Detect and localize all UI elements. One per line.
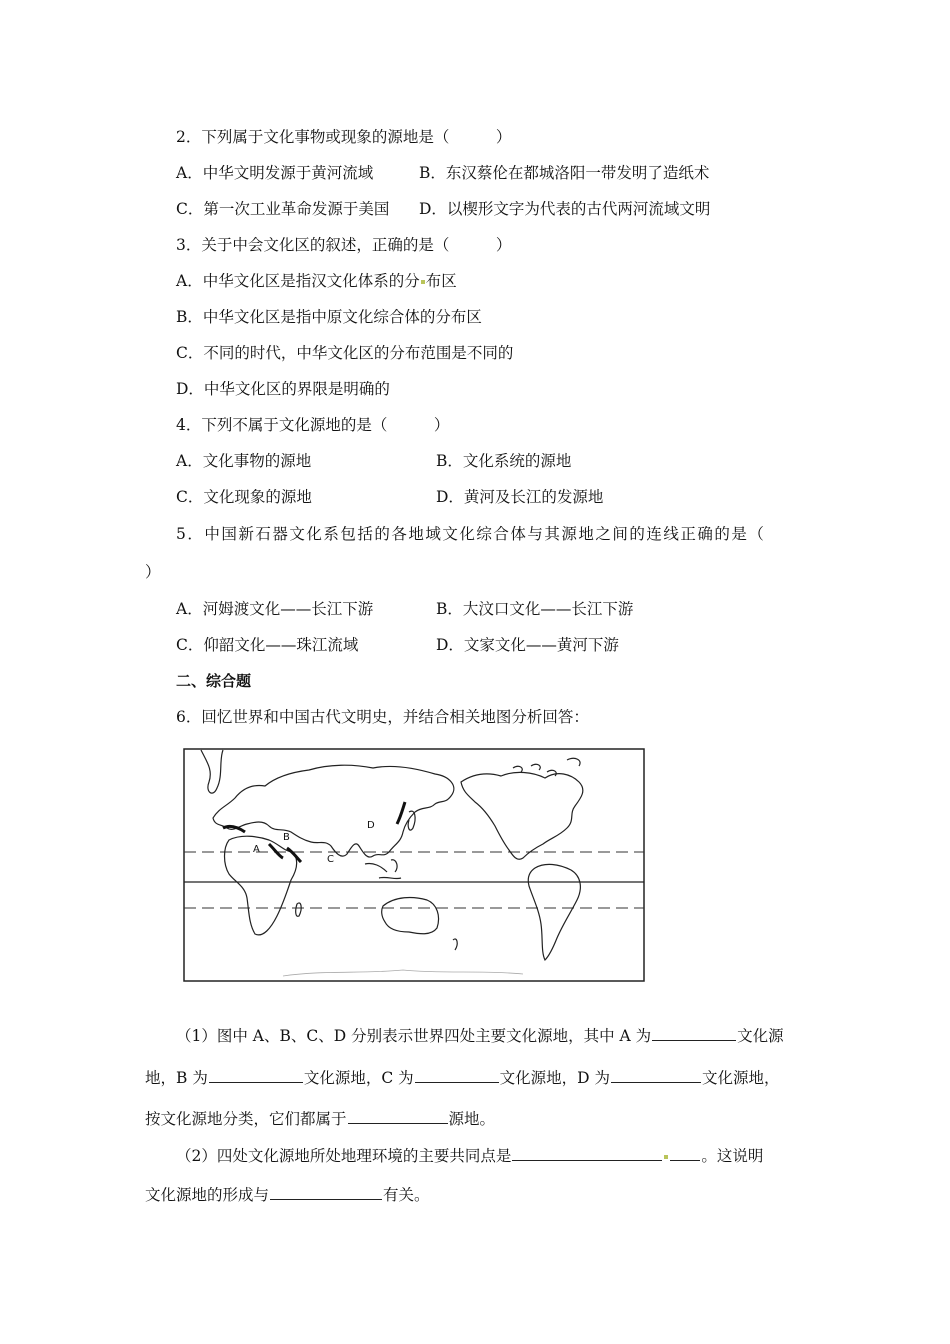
map-frame [184, 749, 644, 981]
stray-mark [421, 280, 425, 284]
question-3-stem: 3．关于中会文化区的叙述，正确的是（ ） [176, 236, 512, 254]
question-2-option-d: D．以楔形文字为代表的古代两河流域文明 [419, 200, 711, 218]
question-3-option-d: D．中华文化区的界限是明确的 [176, 380, 390, 398]
question-2-option-b: B．东汉蔡伦在都城洛阳一带发明了造纸术 [419, 164, 710, 182]
question-5-option-c: C．仰韶文化——珠江流域 [176, 636, 359, 654]
q6-part1-line1 [176, 1025, 784, 1046]
answer-blank-d[interactable] [611, 1067, 701, 1083]
question-2-stem: 2．下列属于文化事物或现象的源地是（ ） [176, 128, 512, 146]
answer-blank-a[interactable] [652, 1025, 736, 1041]
q6-part1-text: 文化源 [737, 1027, 784, 1045]
option-a-text-start: A．中华文化区是指汉文化体系的分 [176, 272, 420, 290]
question-6-stem: 6．回忆世界和中国古代文明史，并结合相关地图分析回答： [176, 708, 589, 726]
answer-blank-common-tail[interactable] [670, 1145, 700, 1161]
stray-mark [664, 1155, 668, 1159]
q6-part1-text: 文化源地， [701, 1069, 780, 1087]
question-3-option-a [176, 271, 457, 291]
question-5-stem-end: ） [145, 563, 161, 581]
q6-part1-line3 [145, 1108, 495, 1129]
answer-blank-category[interactable] [348, 1108, 448, 1124]
map-label-d: D [367, 820, 375, 831]
question-4-option-d: D．黄河及长江的发源地 [436, 488, 604, 506]
q6-part2-line2 [145, 1184, 430, 1205]
q6-part2-line1 [176, 1145, 763, 1166]
section-heading: 二、综合题 [176, 672, 252, 690]
question-4-option-b: B．文化系统的源地 [436, 452, 572, 470]
question-3-option-c: C．不同的时代，中华文化区的分布范围是不同的 [176, 344, 514, 362]
map-label-b: B [283, 832, 290, 843]
q6-part2-text: 有关。 [383, 1186, 430, 1204]
q6-part1-text: 按文化源地分类，它们都属于 [145, 1110, 347, 1128]
q6-part1-text: 源地。 [448, 1110, 496, 1128]
answer-blank-common[interactable] [512, 1145, 662, 1161]
question-5-option-b: B．大汶口文化——长江下游 [436, 600, 634, 618]
question-5-option-d: D．文家文化——黄河下游 [436, 636, 619, 654]
question-3-option-b: B．中华文化区是指中原文化综合体的分布区 [176, 308, 482, 326]
question-5-option-a: A．河姆渡文化——长江下游 [176, 600, 374, 618]
option-a-text-end: 布区 [425, 272, 457, 290]
question-4-option-a: A．文化事物的源地 [176, 452, 312, 470]
q6-part1-text: （1）图中 A、B、C、D 分别表示世界四处主要文化源地，其中 A 为 [176, 1027, 652, 1045]
q6-part2-text: 。这说明 [701, 1147, 764, 1165]
map-label-a: A [253, 844, 260, 855]
q6-part1-line2 [145, 1067, 780, 1088]
question-5-stem: 5．中国新石器文化系包括的各地域文化综合体与其源地之间的连线正确的是（ [176, 525, 766, 543]
question-2-option-a: A．中华文明发源于黄河流域 [176, 164, 374, 182]
question-4-stem: 4．下列不属于文化源地的是（ ） [176, 416, 450, 434]
q6-part1-text: 文化源地，D 为 [499, 1069, 610, 1087]
answer-blank-relation[interactable] [270, 1184, 382, 1200]
q6-part2-text: （2）四处文化源地所处地理环境的主要共同点是 [176, 1147, 512, 1165]
answer-blank-b[interactable] [209, 1067, 303, 1083]
q6-part2-text: 文化源地的形成与 [145, 1186, 270, 1204]
question-4-option-c: C．文化现象的源地 [176, 488, 312, 506]
q6-part1-text: 文化源地，C 为 [303, 1069, 414, 1087]
answer-blank-c[interactable] [415, 1067, 499, 1083]
question-2-option-c: C．第一次工业革命发源于美国 [176, 200, 390, 218]
map-label-c: C [327, 854, 334, 865]
q6-part1-text: 地，B 为 [145, 1069, 208, 1087]
world-map [183, 748, 645, 982]
